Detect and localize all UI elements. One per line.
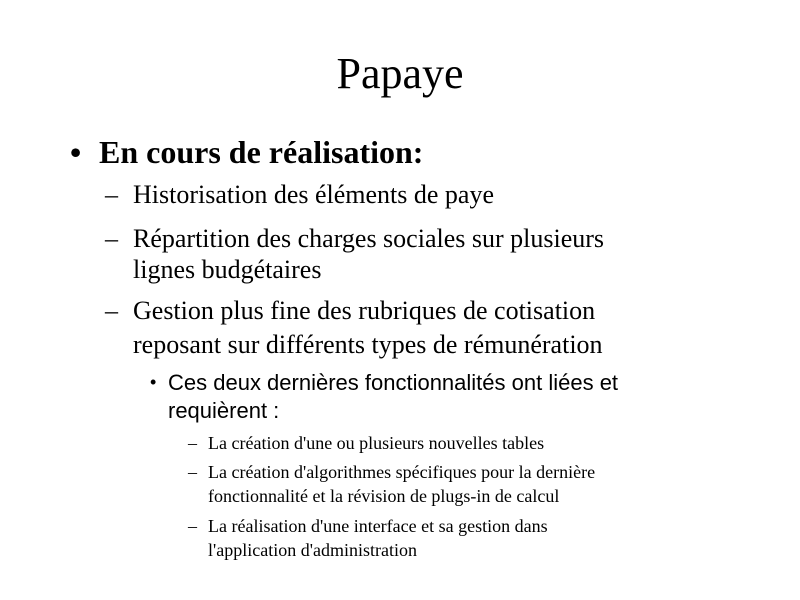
slide-title: Papaye	[336, 49, 464, 98]
level2-item-2-line-1: Répartition des charges sociales sur plusieurs	[133, 224, 605, 253]
dash-marker: –	[188, 516, 197, 536]
level1-bullet-text: En cours de réalisation:	[99, 134, 424, 170]
level4-item-3-line-2: l'application d'administration	[208, 540, 417, 560]
level2-item-1-line-1: Historisation des éléments de paye	[133, 180, 495, 209]
level2-item-2-line-2: lignes budgétaires	[133, 255, 322, 284]
dash-marker: –	[105, 180, 118, 209]
level4-item-2-line-1: La création d'algorithmes spécifiques pour la dernière	[208, 462, 596, 482]
level4-item-2-line-2: fonctionnalité et la révision de plugs-in de calcul	[208, 486, 560, 506]
bullet-marker: •	[150, 372, 157, 392]
level4-item-3-line-1: La réalisation d'une interface et sa gestion dans	[208, 516, 548, 536]
level2-item-3-line-1: Gestion plus fine des rubriques de cotisation	[133, 296, 596, 325]
level2-item-3-line-2: reposant sur différents types de rémunération	[133, 330, 603, 359]
dash-marker: –	[105, 224, 118, 253]
dash-marker: –	[105, 296, 118, 325]
level4-item-1-line-1: La création d'une ou plusieurs nouvelles tables	[208, 433, 545, 453]
dash-marker: –	[188, 462, 197, 482]
dash-marker: –	[188, 433, 197, 453]
level3-line-2: requièrent :	[168, 398, 280, 423]
level3-line-1: Ces deux dernières fonctionnalités ont liées et	[168, 370, 619, 395]
bullet-marker: •	[70, 134, 82, 170]
